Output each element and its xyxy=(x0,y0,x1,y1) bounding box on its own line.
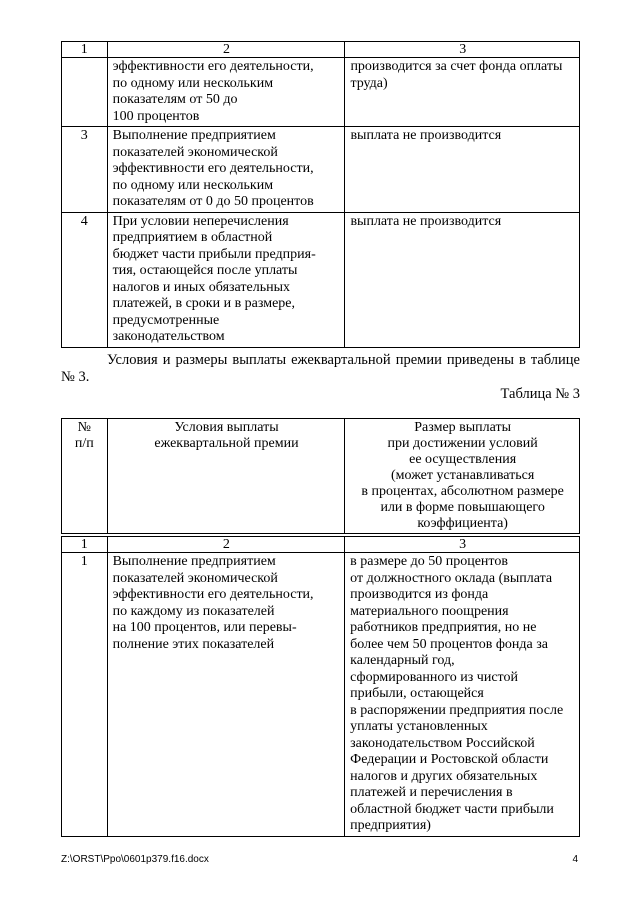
row-number: 3 xyxy=(62,127,108,213)
body-paragraph: Условия и размеры выплаты ежеквартальной премии приведены в таблице № 3. xyxy=(61,352,580,385)
column-number: 2 xyxy=(107,537,345,553)
page-number: 4 xyxy=(572,854,578,865)
condition-cell: эффективности его деятельности, по одному или нескольким показателям от 50 до 100 процентов xyxy=(107,58,345,127)
condition-cell: Выполнение предприятием показателей экономической эффективности его деятельности, по каждому из показателей на 100 процентов, или перевы- полнение этих показателей xyxy=(107,553,345,837)
table-row xyxy=(62,212,580,347)
table-caption: Таблица № 3 xyxy=(500,386,580,402)
continued-table xyxy=(61,41,580,348)
column-number: 1 xyxy=(62,42,108,58)
table-row xyxy=(62,58,580,127)
column-number: 3 xyxy=(345,42,580,58)
column-number: 2 xyxy=(107,42,345,58)
column-number-row xyxy=(62,42,580,58)
payment-cell: выплата не производится xyxy=(345,127,580,213)
condition-cell: При условии неперечисления предприятием в областной бюджет части прибыли предприя- тия, остающейся после уплаты налогов и иных обязательных платежей, в сроки и в размере, предусмотренные законодательством xyxy=(107,212,345,347)
header-number: № п/п xyxy=(62,419,108,534)
table-row xyxy=(62,127,580,213)
header-row xyxy=(62,419,580,534)
column-number-row xyxy=(62,537,580,553)
table-row xyxy=(62,553,580,837)
payment-cell: производится за счет фонда оплаты труда) xyxy=(345,58,580,127)
header-payment: Размер выплаты при достижении условий ее осуществления (может устанавливаться в процентах, абсолютном размере или в форме повышающего коэффициента) xyxy=(345,419,580,534)
row-number xyxy=(62,58,108,127)
column-number: 1 xyxy=(62,537,108,553)
footer-file-path: Z:\ORST\Ppo\0601p379.f16.docx xyxy=(61,854,209,865)
payment-cell: выплата не производится xyxy=(345,212,580,347)
header-condition: Условия выплаты ежеквартальной премии xyxy=(107,419,345,534)
condition-cell: Выполнение предприятием показателей экономической эффективности его деятельности, по одному или нескольким показателям от 0 до 50 процентов xyxy=(107,127,345,213)
payment-cell: в размере до 50 процентов от должностного оклада (выплата производится из фонда материального поощрения работников предприятия, но не более чем 50 процентов фонда за календарный год, сформированного из чистой прибыли, остающейся в распоряжении предприятия после уплаты установленных законодательством Российской Федерации и Ростовской области налогов и других обязательных платежей и перечисления в областной бюджет части прибыли предприятия) xyxy=(345,553,580,837)
table-3-body xyxy=(61,536,580,837)
table-3-header xyxy=(61,418,580,534)
row-number: 1 xyxy=(62,553,108,837)
column-number: 3 xyxy=(345,537,580,553)
row-number: 4 xyxy=(62,212,108,347)
